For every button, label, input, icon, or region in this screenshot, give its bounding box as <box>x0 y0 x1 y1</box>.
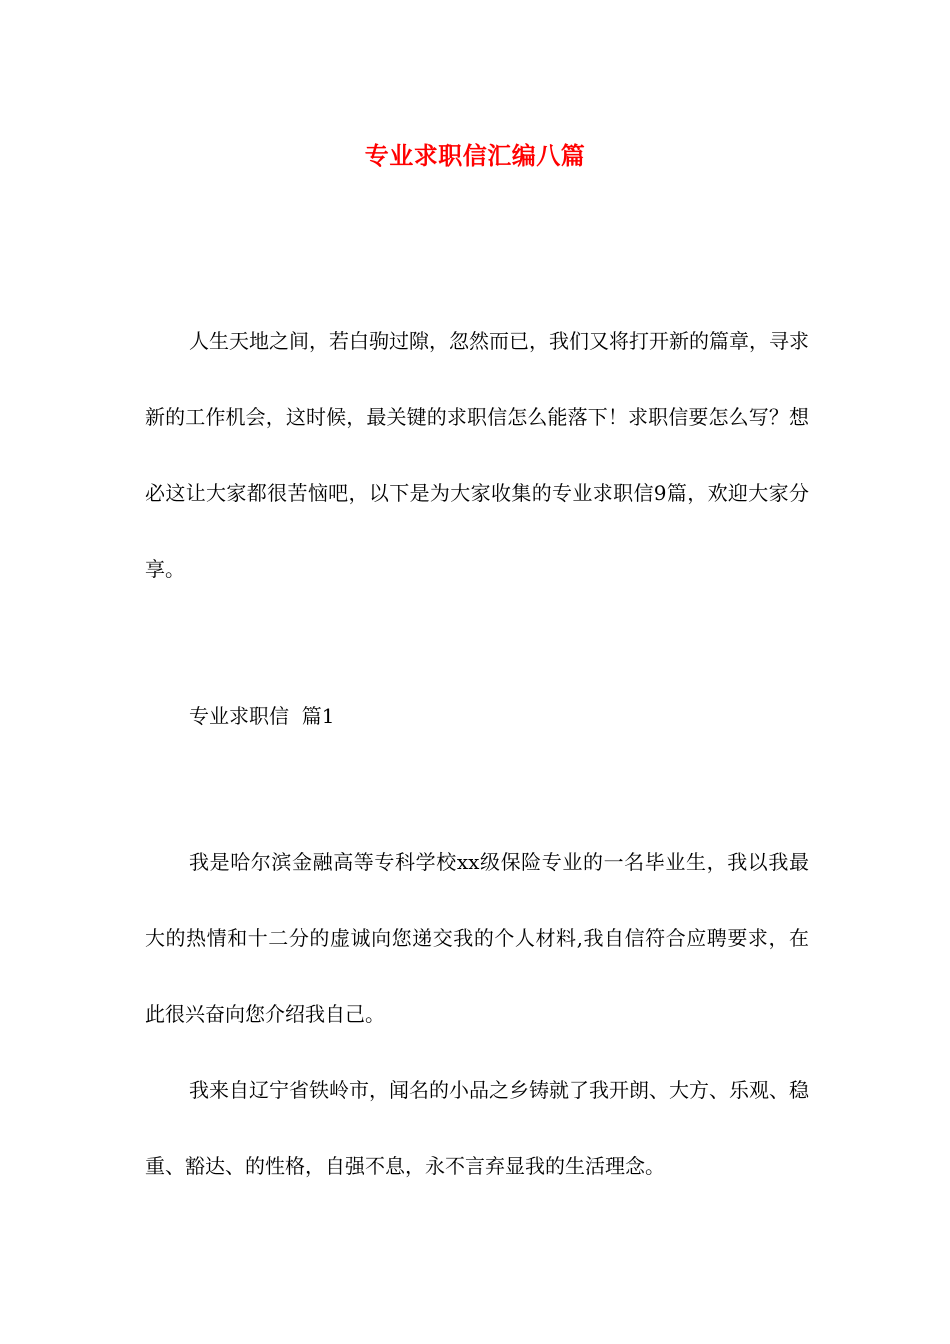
document-title: 专业求职信汇编八篇 <box>364 141 586 170</box>
body-paragraph: 我是哈尔滨金融高等专科学校xx级保险专业的一名毕业生，我以我最大的热情和十二分的虚诚向您递交我的个人材料,我自信符合应聘要求，在此很兴奋向您介绍我自己。 <box>145 850 809 1026</box>
section-heading: 专业求职信 篇1 <box>189 704 335 728</box>
body-paragraph: 我来自辽宁省铁岭市，闻名的小品之乡铸就了我开朗、大方、乐观、稳重、豁达、的性格，自强不息，永不言弃显我的生活理念。 <box>145 1078 809 1178</box>
intro-paragraph: 人生天地之间，若白驹过隙，忽然而已，我们又将打开新的篇章，寻求新的工作机会，这时候，最关键的求职信怎么能落下！求职信要怎么写？想必这让大家都很苦恼吧，以下是为大家收集的专业求职信9篇，欢迎大家分享。 <box>145 329 809 581</box>
